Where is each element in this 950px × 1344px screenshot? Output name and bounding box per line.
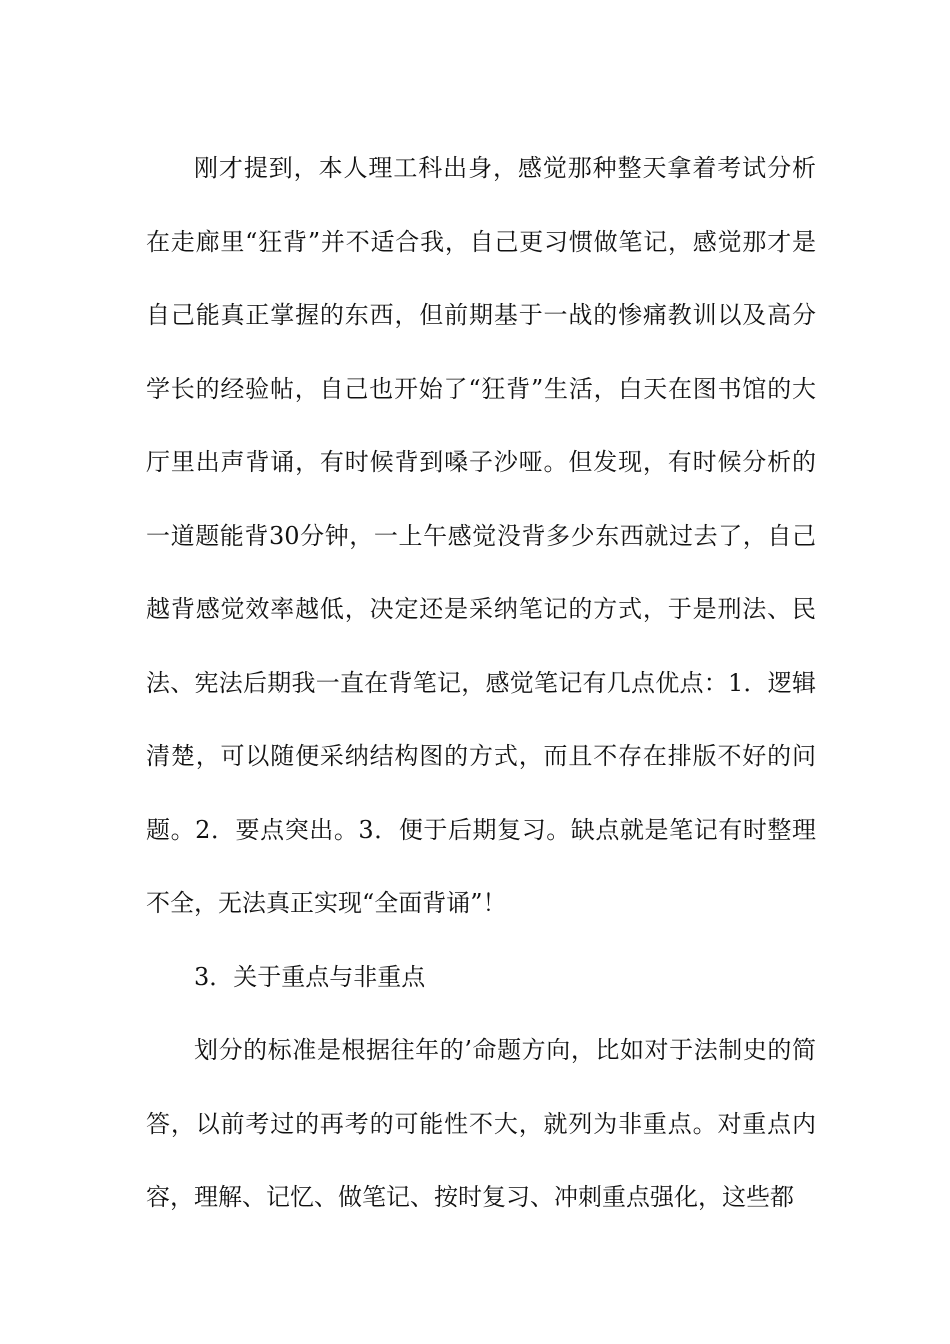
section-heading: 3．关于重点与非重点 <box>194 962 426 991</box>
document-body <box>146 132 816 1235</box>
paragraph-note-taking: 刚才提到，本人理工科出身，感觉那种整天拿着考试分析在走廊里“狂背”并不适合我，自己更习惯做笔记，感觉那才是自己能真正掌握的东西，但前期基于一战的惨痛教训以及高分学长的经验帖，自己也开始了“狂背”生活，白天在图书馆的大厅里出声背诵，有时候背到嗓子沙哑。但发现，有时候分析的一道题能背30分钟，一上午感觉没背多少东西就过去了，自己越背感觉效率越低，决定还是采纳笔记的方式，于是刑法、民法、宪法后期我一直在背笔记，感觉笔记有几点优点：1．逻辑清楚，可以随便采纳结构图的方式，而且不存在排版不好的问题。2．要点突出。3．便于后期复习。缺点就是笔记有时整理不全，无法真正实现“全面背诵”！ <box>146 154 816 917</box>
paragraph-key-points: 划分的标准是根据往年的’命题方向，比如对于法制史的简答，以前考过的再考的可能性不大，就列为非重点。对重点内容，理解、记忆、做笔记、按时复习、冲刺重点强化，这些都 <box>146 1036 816 1211</box>
